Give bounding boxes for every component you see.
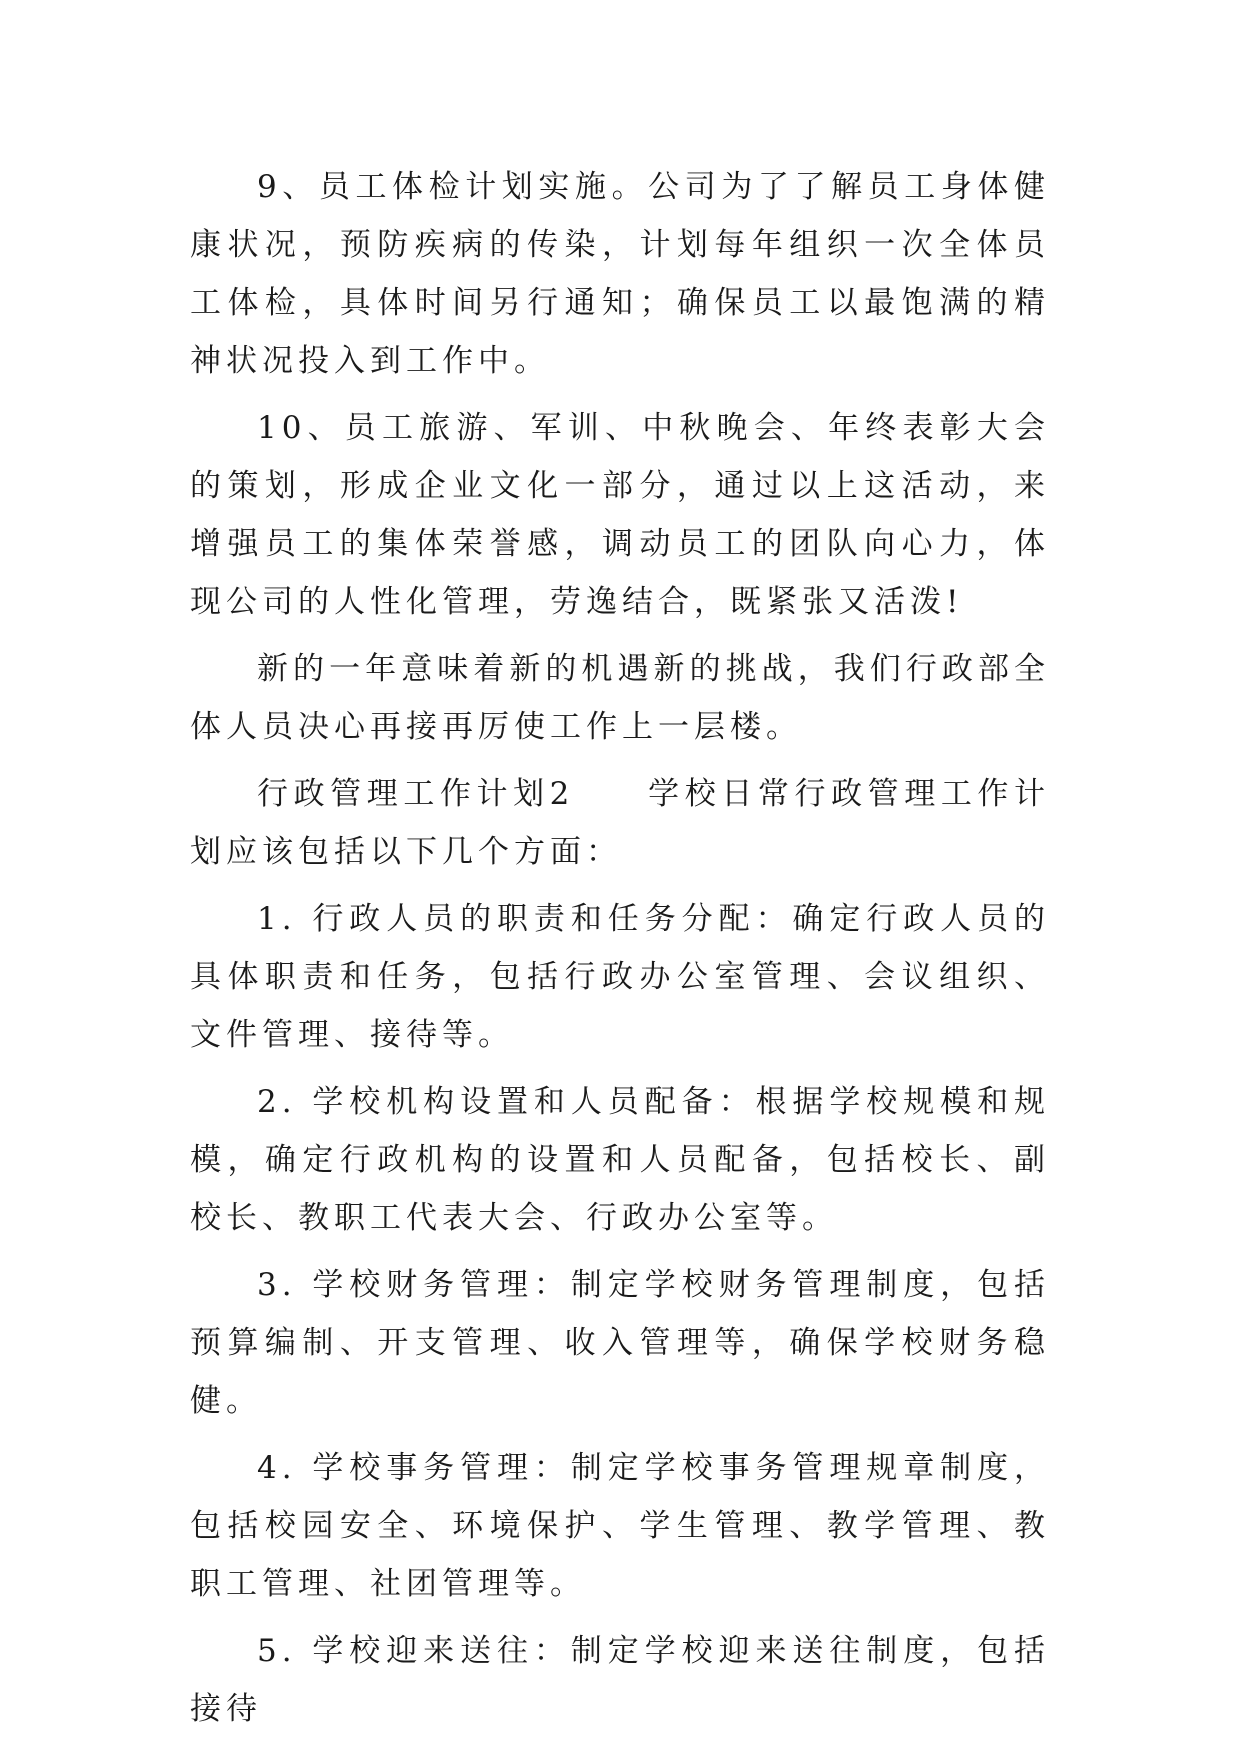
paragraph-list-item-4: 4. 学校事务管理：制定学校事务管理规章制度，包括校园安全、环境保护、学生管理、教学管理、教职工管理、社团管理等。 xyxy=(190,1450,1050,1602)
paragraph-list-item-3: 3. 学校财务管理：制定学校财务管理制度，包括预算编制、开支管理、收入管理等，确保学校财务稳健。 xyxy=(190,1267,1050,1419)
paragraph-plan-2-intro: 行政管理工作计划2 学校日常行政管理工作计划应该包括以下几个方面： xyxy=(190,776,1050,870)
document-body xyxy=(190,158,1050,1747)
paragraph-item-10: 10、员工旅游、军训、中秋晚会、年终表彰大会的策划，形成企业文化一部分，通过以上这活动，来增强员工的集体荣誉感，调动员工的团队向心力，体现公司的人性化管理，劳逸结合，既紧张又活泼! xyxy=(190,410,1050,620)
paragraph-list-item-2: 2. 学校机构设置和人员配备：根据学校规模和规模，确定行政机构的设置和人员配备，包括校长、副校长、教职工代表大会、行政办公室等。 xyxy=(190,1084,1050,1236)
paragraph-list-item-5: 5. 学校迎来送往：制定学校迎来送往制度，包括接待 xyxy=(190,1633,1050,1727)
paragraph-new-year: 新的一年意味着新的机遇新的挑战，我们行政部全体人员决心再接再厉使工作上一层楼。 xyxy=(190,651,1050,745)
paragraph-item-9: 9、员工体检计划实施。公司为了了解员工身体健康状况，预防疾病的传染，计划每年组织一次全体员工体检，具体时间另行通知；确保员工以最饱满的精神状况投入到工作中。 xyxy=(190,169,1050,379)
paragraph-list-item-1: 1. 行政人员的职责和任务分配：确定行政人员的具体职责和任务，包括行政办公室管理、会议组织、文件管理、接待等。 xyxy=(190,901,1050,1053)
